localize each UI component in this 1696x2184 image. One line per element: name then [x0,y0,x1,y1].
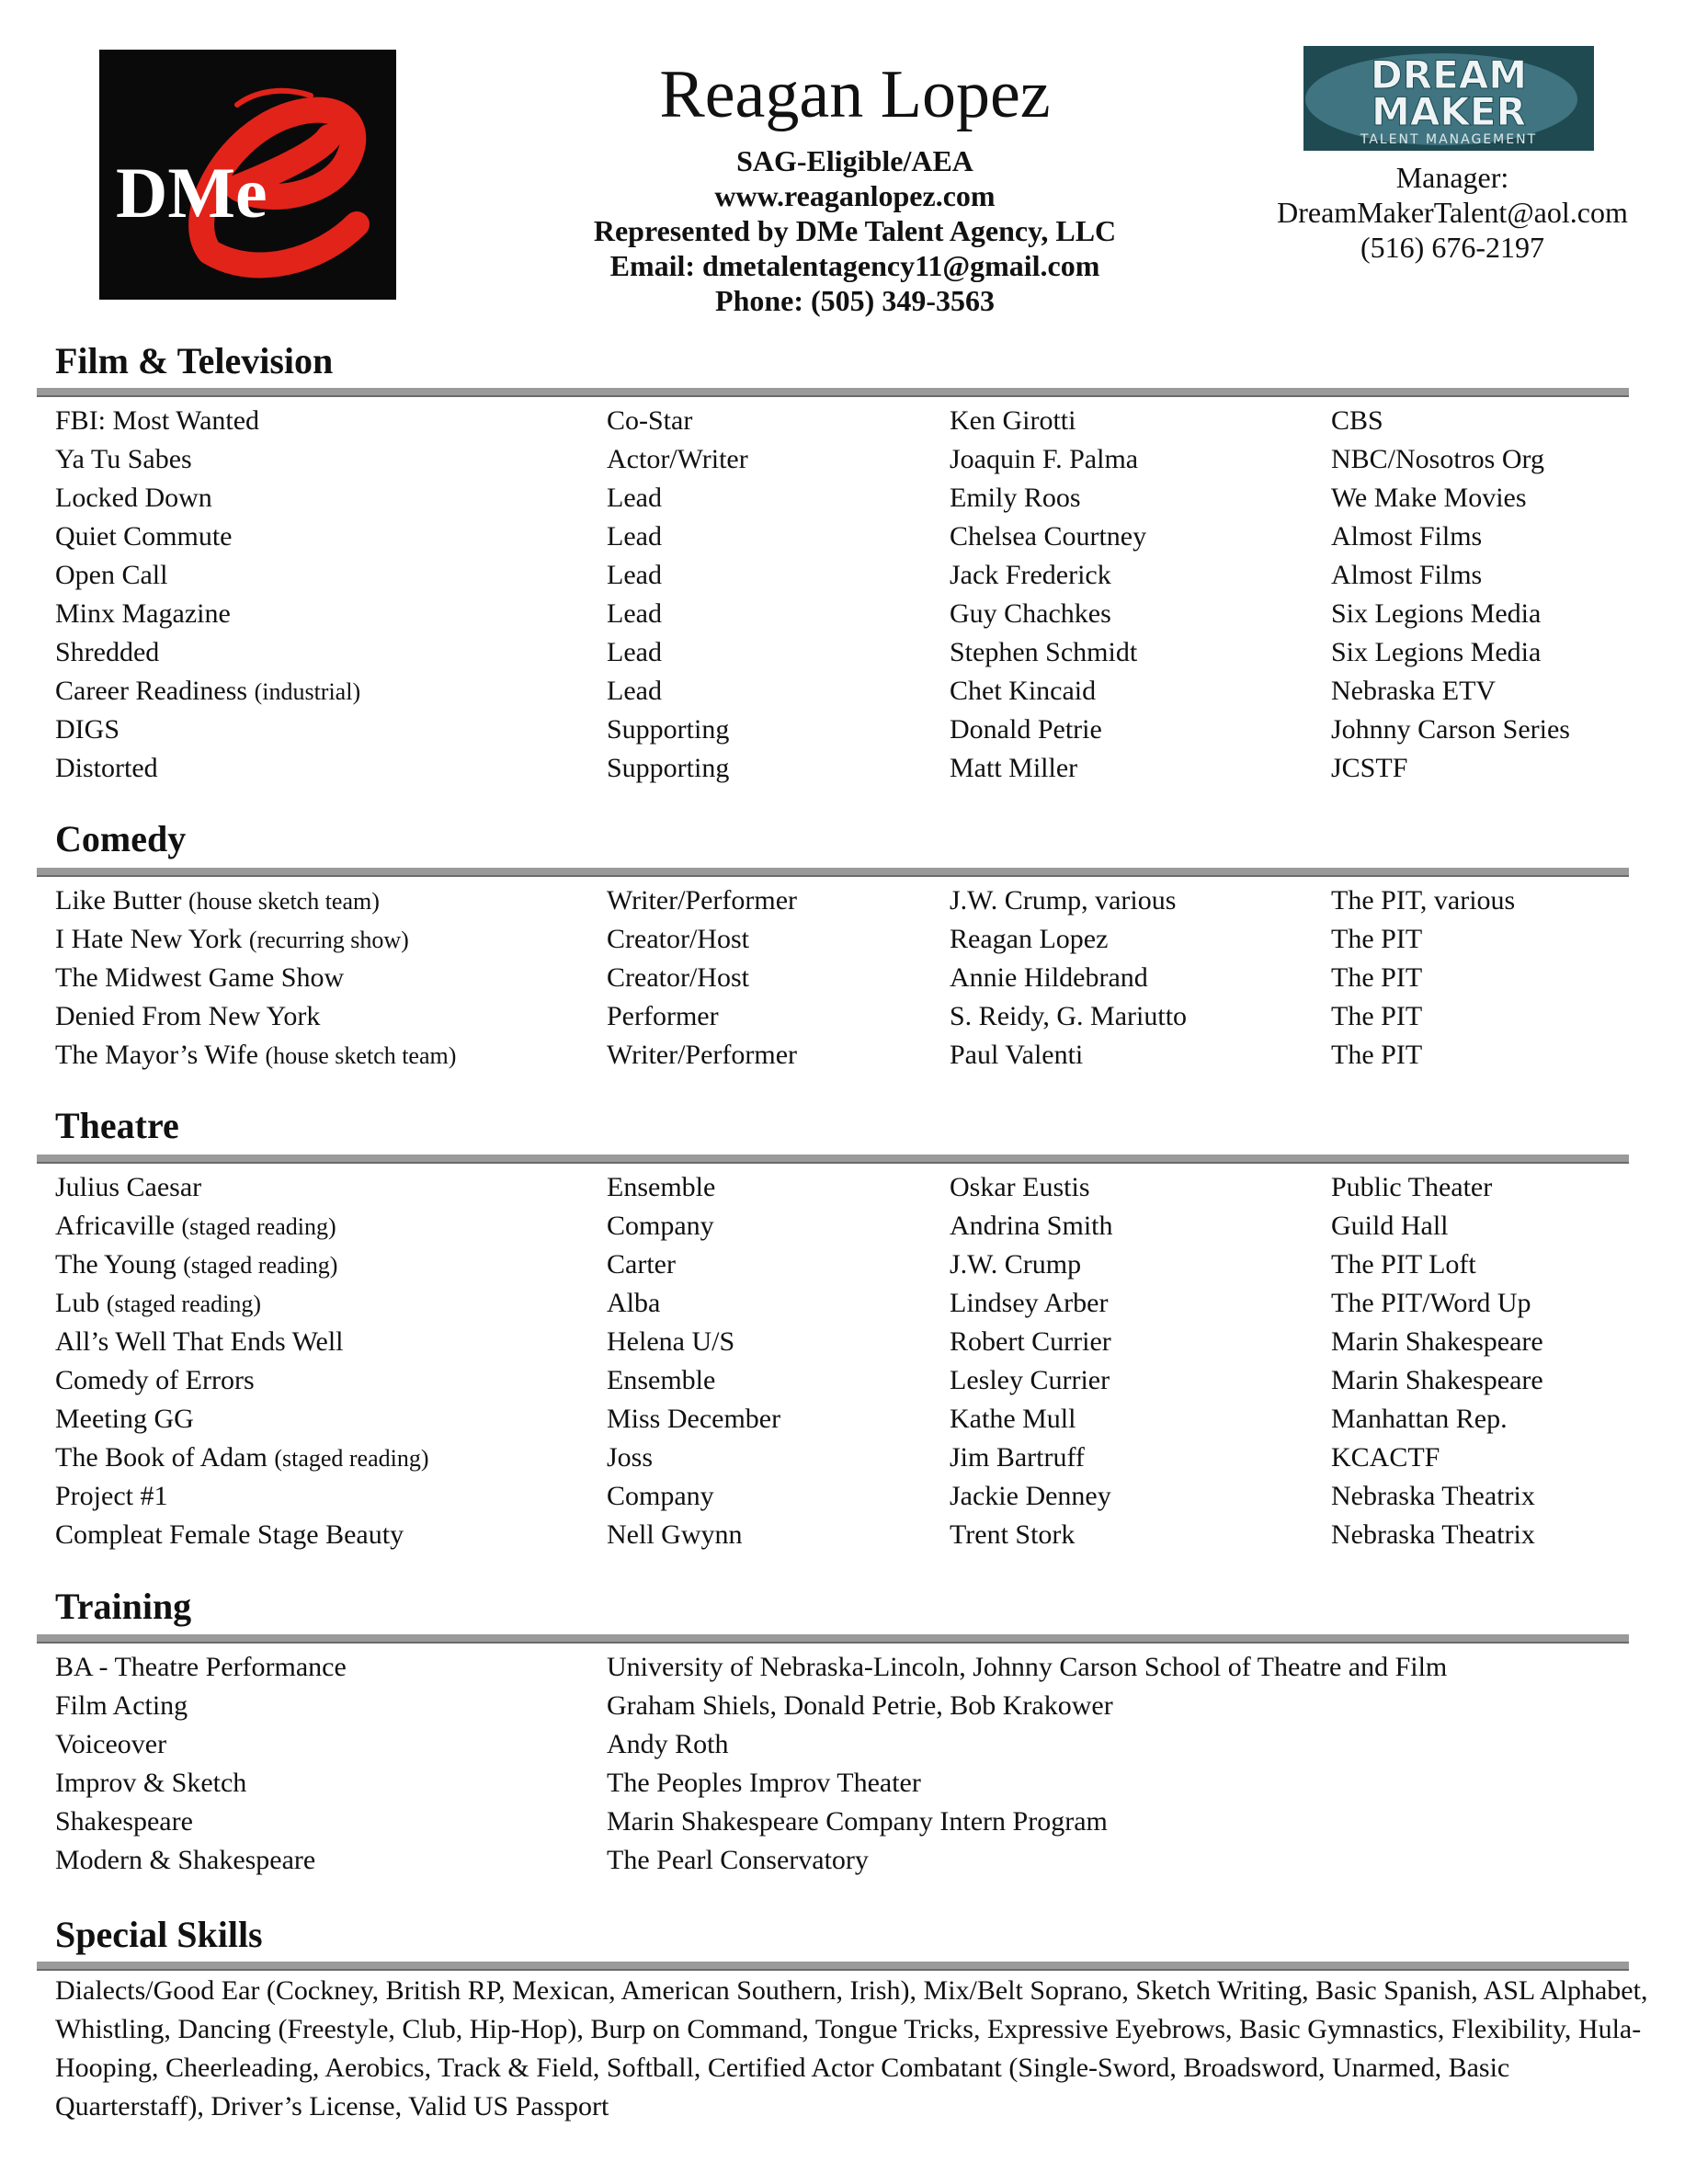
section-divider [37,1634,1629,1644]
credit-director: Guy Chachkes [950,598,1111,629]
credit-director: S. Reidy, G. Mariutto [950,1001,1188,1031]
credit-project [55,997,320,1036]
credit-role: Lead [607,560,662,590]
project-title: Shredded [55,637,160,667]
credit-row [55,479,1655,518]
credit-role: Nell Gwynn [607,1519,743,1550]
section-title-film-tv: Film & Television [55,340,334,381]
section-title-skills: Special Skills [55,1914,263,1955]
manager-email[interactable]: DreamMakerTalent@aol.com [1277,196,1628,229]
credit-row [55,1439,1655,1477]
project-title: DIGS [55,714,120,745]
credit-row [55,1168,1655,1207]
project-note: (house sketch team) [188,888,380,915]
project-title: The Midwest Game Show [55,962,345,993]
project-title: Ya Tu Sabes [55,444,192,474]
section-divider [37,1155,1629,1164]
section-divider [37,388,1629,397]
phone: Phone: (505) 349-3563 [715,284,995,317]
credit-row [55,595,1655,633]
training-detail: The Peoples Improv Theater [607,1768,921,1798]
project-note: (staged reading) [274,1445,429,1472]
project-title: Denied From New York [55,1001,321,1031]
credit-row [55,959,1655,997]
training-subject: Modern & Shakespeare [55,1845,316,1875]
credit-director: Kathe Mull [950,1404,1076,1434]
svg-text:DREAM: DREAM [1370,52,1528,97]
project-title: The Young [55,1249,176,1280]
svg-text:MAKER: MAKER [1372,89,1526,134]
credit-project [55,920,409,960]
credit-role: Lead [607,521,662,552]
credit-company: CBS [1331,405,1383,436]
credit-row [55,440,1655,479]
credit-row [55,882,1655,920]
credit-project [55,672,360,711]
credit-company: Public Theater [1331,1172,1493,1202]
credit-role: Lead [607,637,662,667]
credit-director: Trent Stork [950,1519,1076,1550]
credit-company: The PIT [1331,962,1423,993]
credit-company: Manhattan Rep. [1331,1404,1508,1434]
credit-company: We Make Movies [1331,483,1527,513]
credit-project [55,595,231,633]
training-subject: Voiceover [55,1729,167,1759]
credit-role: Company [607,1211,714,1241]
credit-role: Creator/Host [607,924,749,954]
project-title: Comedy of Errors [55,1365,255,1395]
credit-project [55,479,212,518]
section-divider [37,868,1629,877]
comedy-credits [55,882,1655,1075]
credit-role: Lead [607,598,662,629]
credit-company: Almost Films [1331,560,1483,590]
section-divider [37,1962,1629,1971]
credit-row [55,749,1655,788]
training-subject: BA - Theatre Performance [55,1652,347,1682]
credit-company: NBC/Nosotros Org [1331,444,1544,474]
credit-company: Six Legions Media [1331,637,1542,667]
credit-company: Guild Hall [1331,1211,1449,1241]
training-row [55,1725,1655,1764]
credit-role: Ensemble [607,1172,716,1202]
credit-project [55,440,192,479]
training-subject: Shakespeare [55,1806,193,1837]
credit-director: Jim Bartruff [950,1442,1085,1473]
project-note: (house sketch team) [265,1042,457,1069]
project-note: (industrial) [254,678,361,705]
section-title-comedy: Comedy [55,818,187,859]
project-note: (recurring show) [248,927,409,953]
credit-director: Ken Girotti [950,405,1076,436]
project-title: Africaville [55,1211,175,1241]
project-note: (staged reading) [106,1291,262,1317]
credit-project [55,1246,337,1285]
credit-company: Almost Films [1331,521,1483,552]
project-title: I Hate New York [55,924,243,954]
training-subject: Film Acting [55,1690,188,1721]
project-title: FBI: Most Wanted [55,405,260,436]
project-title: Open Call [55,560,168,590]
credit-director: Chelsea Courtney [950,521,1147,552]
credit-role: Miss December [607,1404,781,1434]
representation: Represented by DMe Talent Agency, LLC [593,214,1117,247]
svg-text:TALENT MANAGEMENT: TALENT MANAGEMENT [1360,132,1538,147]
credit-row [55,1284,1655,1323]
union-status: SAG-Eligible/AEA [736,144,973,177]
credit-role: Carter [607,1249,676,1280]
credit-company: The PIT Loft [1331,1249,1476,1280]
credit-director: Matt Miller [950,753,1078,783]
credit-row [55,1323,1655,1361]
credit-company: Nebraska ETV [1331,676,1497,706]
project-title: All’s Well That Ends Well [55,1326,344,1357]
credit-director: Robert Currier [950,1326,1111,1357]
credit-row [55,1477,1655,1516]
project-note: (staged reading) [183,1252,338,1279]
project-note: (staged reading) [181,1213,336,1240]
section-title-training: Training [55,1586,192,1627]
training-row [55,1764,1655,1803]
credit-company: Marin Shakespeare [1331,1365,1543,1395]
project-title: Project #1 [55,1481,168,1511]
project-title: The Mayor’s Wife [55,1040,258,1070]
credit-row [55,1361,1655,1400]
credit-company: Six Legions Media [1331,598,1542,629]
credit-role: Supporting [607,714,730,745]
manager-phone: (516) 676-2197 [1360,231,1544,264]
project-title: Career Readiness [55,676,248,706]
credit-row [55,997,1655,1036]
credit-director: Chet Kincaid [950,676,1097,706]
credit-role: Lead [607,483,662,513]
credit-role: Actor/Writer [607,444,748,474]
credit-director: J.W. Crump, various [950,885,1177,916]
credit-row [55,1036,1655,1075]
training-list [55,1648,1655,1880]
credit-project [55,882,380,921]
credit-company: The PIT/Word Up [1331,1288,1531,1318]
credit-director: Jackie Denney [950,1481,1111,1511]
project-title: Compleat Female Stage Beauty [55,1519,404,1550]
credit-role: Joss [607,1442,654,1473]
credit-director: Paul Valenti [950,1040,1084,1070]
dme-logo [99,50,396,300]
section-title-theatre: Theatre [55,1105,179,1146]
credit-project [55,1439,429,1478]
credit-project [55,1323,344,1361]
credit-company: The PIT [1331,1001,1423,1031]
training-detail: The Pearl Conservatory [607,1845,869,1875]
credit-role: Creator/Host [607,962,749,993]
project-title: Lub [55,1288,100,1318]
credit-company: The PIT [1331,924,1423,954]
credit-company: Johnny Carson Series [1331,714,1570,745]
credit-row [55,633,1655,672]
email-link[interactable]: Email: dmetalentagency11@gmail.com [609,249,1100,282]
credit-row [55,711,1655,749]
credit-row [55,1246,1655,1284]
credit-director: Emily Roos [950,483,1081,513]
manager-label: Manager: [1395,161,1509,194]
training-row [55,1803,1655,1841]
training-row [55,1648,1655,1687]
credit-director: Jack Frederick [950,560,1111,590]
dream-maker-logo [1303,46,1594,151]
credit-role: Writer/Performer [607,885,798,916]
credit-company: Nebraska Theatrix [1331,1481,1535,1511]
credit-project [55,1168,201,1207]
credit-row [55,402,1655,440]
credit-project [55,1284,261,1324]
credit-director: Stephen Schmidt [950,637,1138,667]
special-skills-text: Dialects/Good Ear (Cockney, British RP, Mexican, American Southern, Irish), Mix/Belt Soprano, Sketch Writing, Basic Spanish, ASL Alphabet, Whistling, Dancing (Freestyle, Club, Hip-Hop), Burp on Command, Tongue Tricks, Expressive Eyebrows, Basic Gymnastics, Flexibility, Hula-Hooping, Cheerleading, Aerobics, Track & Field, Softball, Certified Actor Combatant (Single-Sword, Broadsword, Unarmed, Basic Quarterstaff), Driver’s License, Valid US Passport [55,1975,1648,2121]
project-title: Meeting GG [55,1404,194,1434]
credit-director: J.W. Crump [950,1249,1082,1280]
project-title: Like Butter [55,885,182,916]
credit-row [55,1207,1655,1246]
credit-row [55,1516,1655,1554]
credit-director: Donald Petrie [950,714,1102,745]
credit-role: Company [607,1481,714,1511]
credit-project [55,518,232,556]
credit-project [55,556,167,595]
credit-company: KCACTF [1331,1442,1440,1473]
training-detail: University of Nebraska-Lincoln, Johnny Carson School of Theatre and Film [607,1652,1448,1682]
project-title: The Book of Adam [55,1442,267,1473]
credit-project [55,1400,194,1439]
training-detail: Marin Shakespeare Company Intern Program [607,1806,1108,1837]
credit-project [55,402,259,440]
credit-company: The PIT [1331,1040,1423,1070]
credit-company: Marin Shakespeare [1331,1326,1543,1357]
film-tv-credits [55,402,1655,788]
project-title: Julius Caesar [55,1172,202,1202]
training-subject: Improv & Sketch [55,1768,247,1798]
training-row [55,1841,1655,1880]
credit-project [55,1361,255,1400]
credit-company: Nebraska Theatrix [1331,1519,1535,1550]
credit-role: Performer [607,1001,719,1031]
credit-director: Andrina Smith [950,1211,1113,1241]
theatre-credits [55,1168,1655,1554]
credit-role: Ensemble [607,1365,716,1395]
credit-project [55,1516,404,1554]
credit-project [55,633,159,672]
manager-block [1223,160,1682,265]
training-detail: Andy Roth [607,1729,729,1759]
credit-project [55,959,344,997]
credit-role: Supporting [607,753,730,783]
credit-row [55,1400,1655,1439]
credit-project [55,711,120,749]
credit-row [55,556,1655,595]
credit-director: Oskar Eustis [950,1172,1090,1202]
project-title: Minx Magazine [55,598,231,629]
credit-director: Annie Hildebrand [950,962,1148,993]
credit-company: JCSTF [1331,753,1408,783]
project-title: Locked Down [55,483,212,513]
credit-project [55,749,158,788]
credit-director: Reagan Lopez [950,924,1109,954]
credit-role: Writer/Performer [607,1040,798,1070]
training-row [55,1687,1655,1725]
page-title: Reagan Lopez [659,57,1051,132]
project-title: Distorted [55,753,158,783]
website-link[interactable]: www.reaganlopez.com [714,179,996,212]
credit-director: Lesley Currier [950,1365,1110,1395]
credit-role: Lead [607,676,662,706]
credit-director: Lindsey Arber [950,1288,1109,1318]
credit-role: Helena U/S [607,1326,735,1357]
contact-block [460,143,1250,318]
credit-project [55,1207,336,1246]
logo-left-text: DMe [116,153,267,233]
credit-director: Joaquin F. Palma [950,444,1139,474]
credit-role: Co-Star [607,405,693,436]
credit-project [55,1477,167,1516]
credit-company: The PIT, various [1331,885,1516,916]
credit-row [55,518,1655,556]
project-title: Quiet Commute [55,521,233,552]
training-detail: Graham Shiels, Donald Petrie, Bob Krakower [607,1690,1113,1721]
credit-project [55,1036,456,1075]
credit-role: Alba [607,1288,661,1318]
credit-row [55,920,1655,959]
credit-row [55,672,1655,711]
